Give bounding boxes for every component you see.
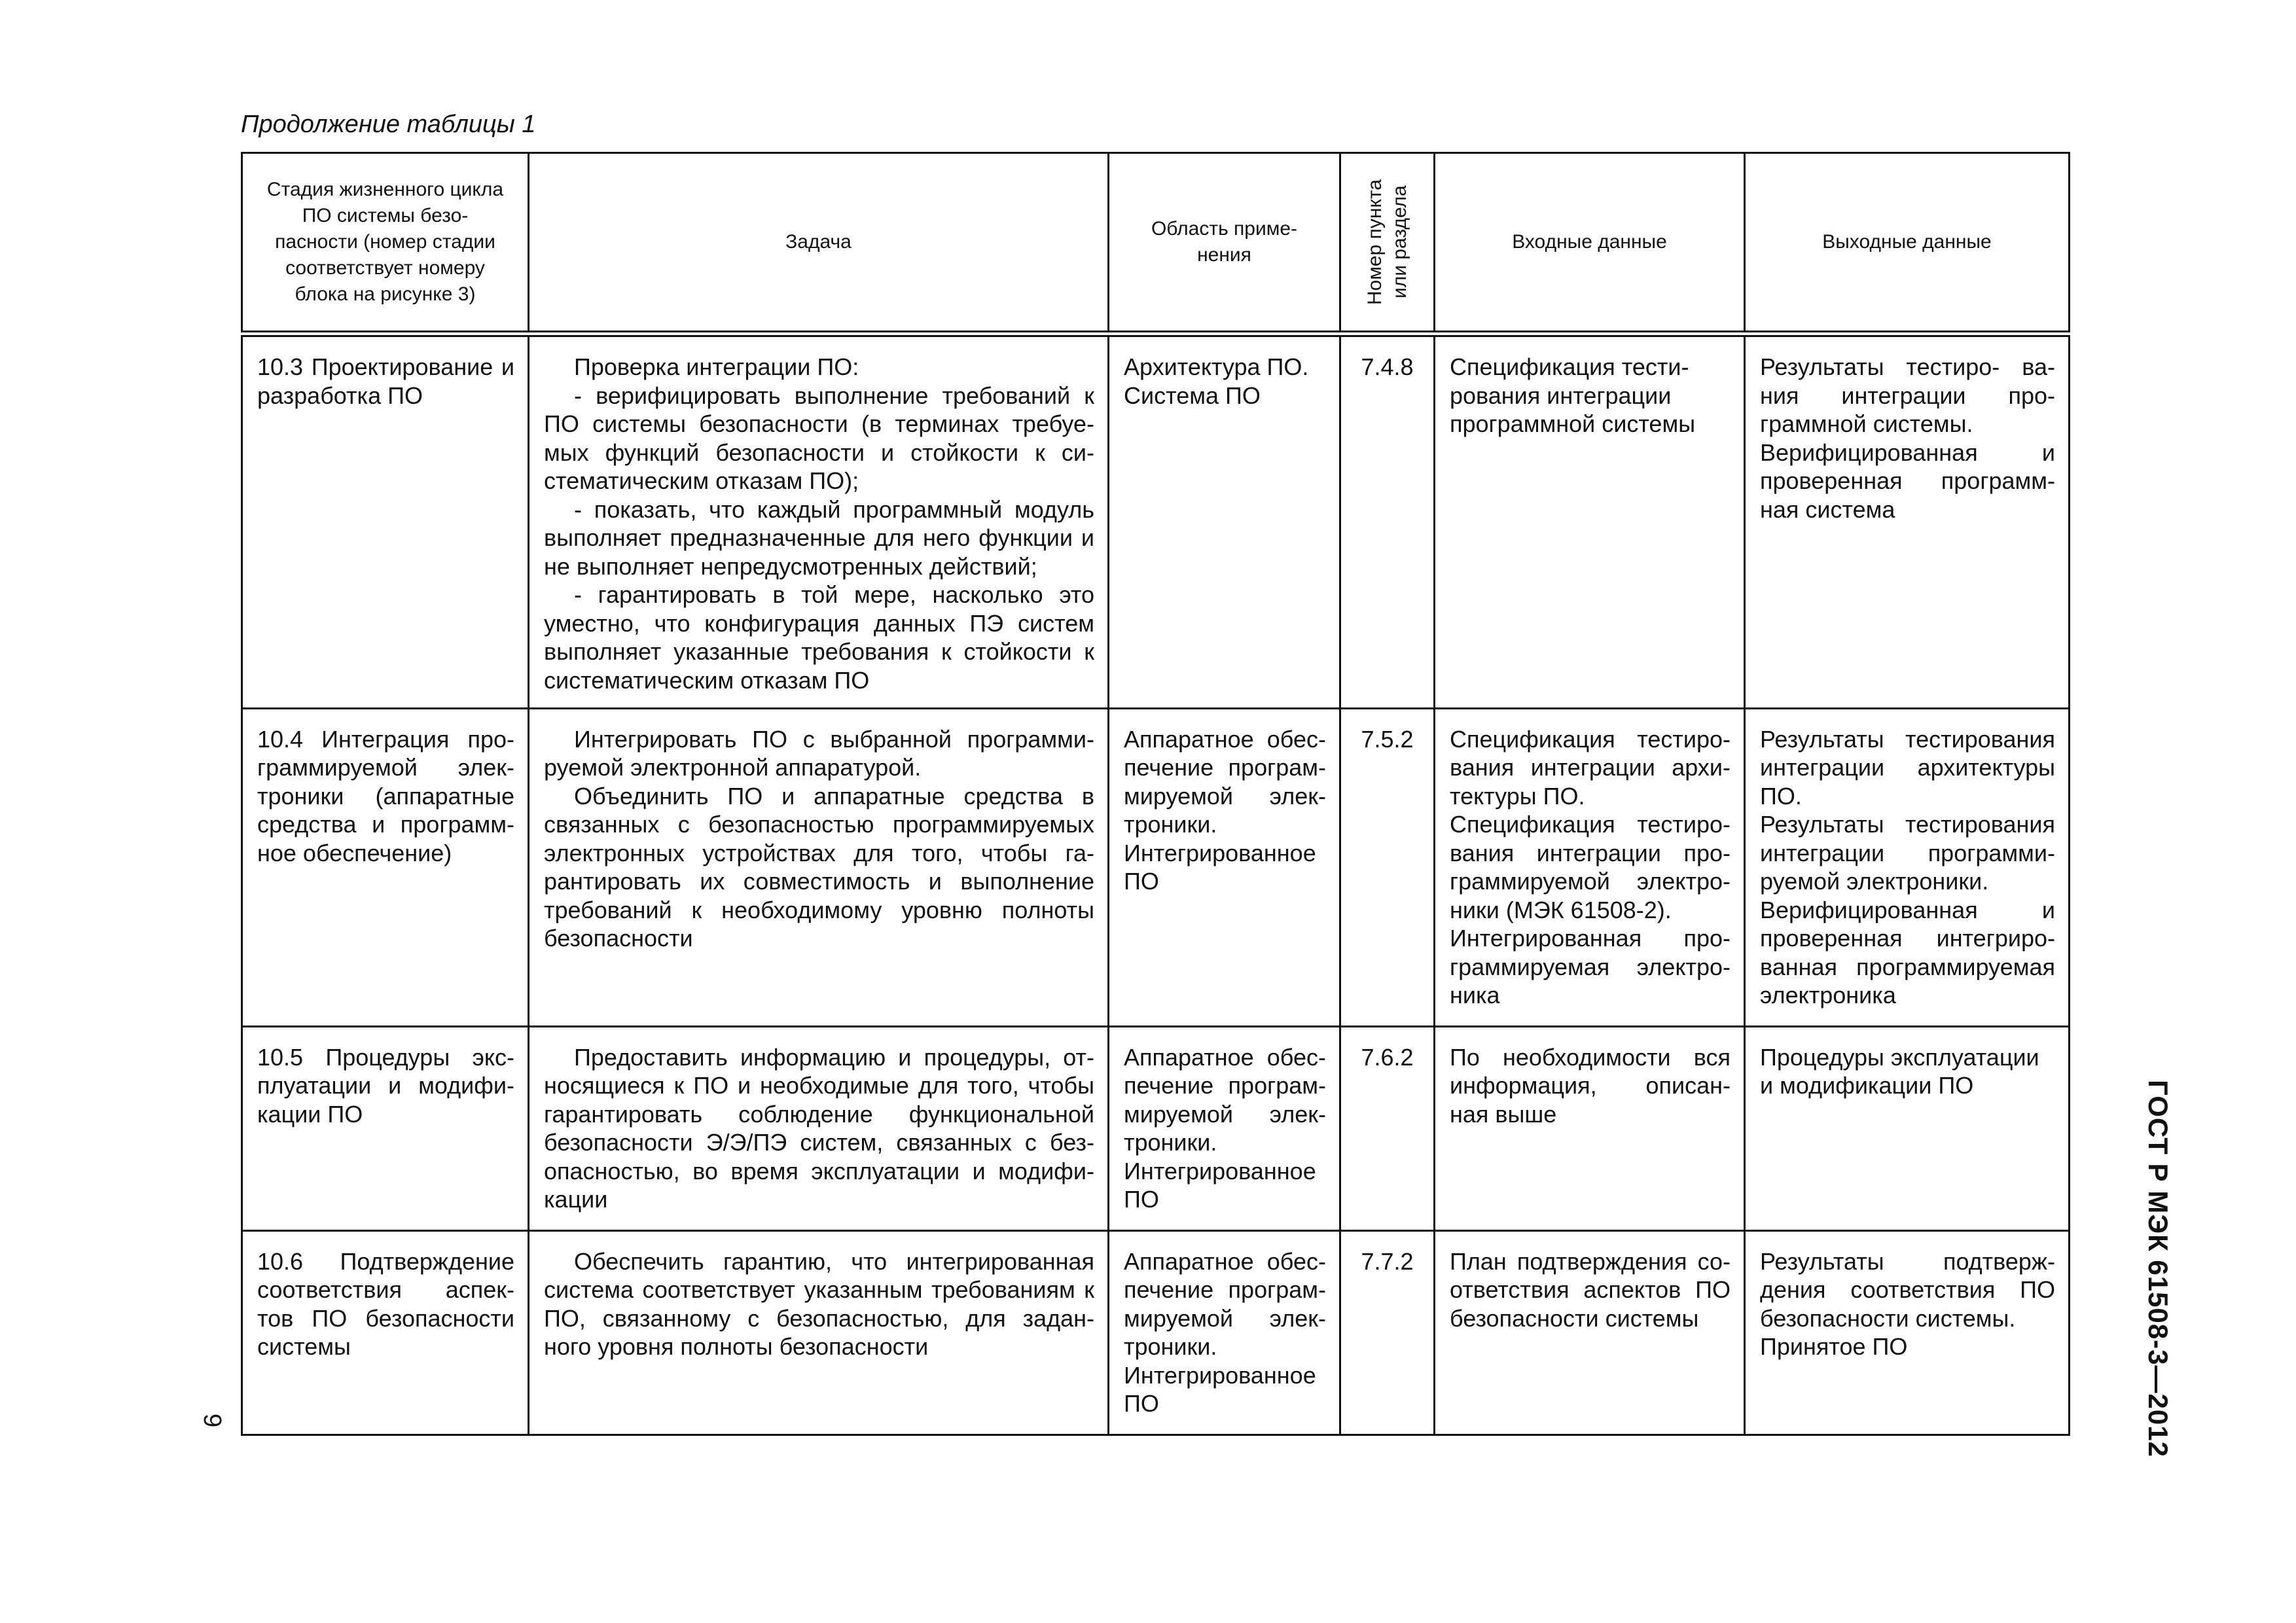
inputs-line: По необходимости вся информация, описан- ная выше — [1450, 1043, 1731, 1128]
header-outputs: Выходные данные — [1745, 153, 2070, 334]
cell-outputs — [1746, 709, 2068, 1016]
scope-line: Интегрированное ПО — [1124, 1157, 1316, 1213]
header-inputs: Входные данные — [1435, 153, 1745, 334]
inputs-line: Интегрированная про- граммируемая электро- ника — [1450, 925, 1731, 1008]
cell-inputs — [1435, 1027, 1744, 1135]
table-row-10-6 — [242, 1230, 2070, 1435]
outputs-line: Процедуры эксплуатации и модификации ПО — [1760, 1043, 2039, 1099]
cell-stage: 10.5 Процедуры экс- плуатации и модифи- кации ПО — [257, 1043, 514, 1128]
inputs-line: План подтверждения со- ответствия аспектов ПО безопасности системы — [1450, 1247, 1731, 1332]
cell-inputs — [1435, 1232, 1744, 1340]
cell-task — [529, 709, 1107, 959]
outputs-line: Верифицированная и проверенная программ- ная система — [1760, 438, 2055, 523]
scope-line: Архитектура ПО. — [1124, 353, 1309, 380]
cell-outputs — [1746, 337, 2068, 530]
header-clause-text: Номер пункта или раздела — [1363, 179, 1410, 306]
lifecycle-table — [241, 152, 2070, 1436]
scope-line: Аппаратное обес- печение програм- мируемой элек- троники. — [1124, 1247, 1326, 1360]
task-paragraph: - гарантировать в той мере, насколько это уместно, что конфигурация данных ПЭ систем выполняет указанные требования к стойкости к систематическим отказам ПО — [544, 581, 1094, 694]
task-paragraph: Интегрировать ПО с выбранной программи- руемой электронной аппаратурой. — [544, 725, 1094, 781]
task-paragraph: Обеспечить гарантию, что интегрированная система соответствует указанным требованиям к ПО, связанному с безопасностью, для задан- ного уровня полноты безопасности — [544, 1247, 1094, 1360]
scope-line: Аппаратное обес- печение програм- мируемой элек- троники. — [1124, 1043, 1326, 1156]
outputs-line: Результаты тестиро- ва-ния интеграции про- граммной системы. — [1760, 353, 2055, 437]
scope-line: Интегрированное ПО — [1124, 1361, 1316, 1417]
task-paragraph: - показать, что каждый программный модуль выполняет предназначенные для него функции и не выполняет непредусмотренных действий; — [544, 495, 1094, 580]
page-number: 9 — [198, 1414, 226, 1428]
cell-clause: 7.6.2 — [1361, 1043, 1414, 1071]
cell-clause: 7.4.8 — [1361, 353, 1414, 380]
scope-line: Аппаратное обес- печение програм- мируемой элек- троники. — [1124, 725, 1326, 838]
cell-scope — [1109, 1027, 1339, 1221]
scope-line: Интегрированное ПО — [1124, 839, 1316, 895]
cell-inputs — [1435, 709, 1744, 1016]
cell-clause: 7.7.2 — [1361, 1247, 1414, 1275]
cell-task — [529, 337, 1107, 701]
inputs-line: Спецификация тестиро- вания интеграции архи- тектуры ПО. — [1450, 725, 1731, 810]
cell-inputs — [1435, 337, 1744, 445]
outputs-line: Результаты тестирования интеграции программи- руемой электроники. — [1760, 811, 2055, 895]
inputs-line: Спецификация тестиро- вания интеграции про- граммируемой электро- ники (МЭК 61508-2). — [1450, 811, 1731, 923]
header-clause — [1340, 153, 1435, 334]
table-row-10-3 — [242, 334, 2070, 708]
document-standard-title: ГОСТ Р МЭК 61508-3—2012 — [2143, 1080, 2174, 1457]
cell-clause: 7.5.2 — [1361, 725, 1414, 753]
table-row-10-4 — [242, 708, 2070, 1026]
header-stage: Стадия жизненного цикла ПО системы безо- пасности (номер стадии соответствует номеру блока на рисунке 3) — [242, 153, 529, 334]
task-paragraph: Проверка интеграции ПО: — [574, 353, 859, 380]
table-row-10-5 — [242, 1026, 2070, 1230]
inputs-line: Спецификация тести- рования интеграции программной системы — [1450, 353, 1696, 437]
scope-line: Система ПО — [1124, 382, 1261, 409]
cell-scope — [1109, 337, 1339, 416]
header-task: Задача — [529, 153, 1109, 334]
cell-scope — [1109, 709, 1339, 902]
task-paragraph: Предоставить информацию и процедуры, от- носящиеся к ПО и необходимые для того, чтобы гарантировать соблюдение функциональной безопасности Э/Э/ПЭ систем, связанных с без- опасностью, во время эксплуатации и модифи- кации — [544, 1043, 1094, 1213]
table-caption: Продолжение таблицы 1 — [241, 111, 536, 138]
outputs-line: Верифицированная и проверенная интегриро- ванная программируемая электроника — [1760, 896, 2055, 1008]
header-scope: Область приме- нения — [1109, 153, 1340, 334]
cell-stage: 10.4 Интеграция про- граммируемой элек- троники (аппаратные средства и программ- ное обеспечение) — [257, 725, 514, 866]
cell-stage: 10.6 Подтверждение соответствия аспек- тов ПО безопасности системы — [257, 1247, 514, 1360]
table-header-row — [242, 153, 2070, 334]
cell-task — [529, 1027, 1107, 1221]
cell-stage: 10.3 Проектирование и разработка ПО — [257, 353, 514, 409]
outputs-line: Результаты тестирования интеграции архитектуры ПО. — [1760, 725, 2055, 810]
cell-task — [529, 1232, 1107, 1368]
cell-outputs — [1746, 1027, 2068, 1107]
outputs-line: Принятое ПО — [1760, 1333, 1908, 1360]
task-paragraph: Объединить ПО и аппаратные средства в связанных с безопасностью программируемых электронных устройствах для того, чтобы га- рантировать их совместимость и выполнение требований к необходимому уровню полноты безопасности — [544, 782, 1094, 952]
outputs-line: Результаты подтверж- дения соответствия ПО безопасности системы. — [1760, 1247, 2055, 1332]
cell-scope — [1109, 1232, 1339, 1425]
cell-outputs — [1746, 1232, 2068, 1368]
task-paragraph: - верифицировать выполнение требований к ПО системы безопасности (в терминах требуе- мых функций безопасности и стойкости к си- стематическим отказам ПО); — [544, 382, 1094, 494]
